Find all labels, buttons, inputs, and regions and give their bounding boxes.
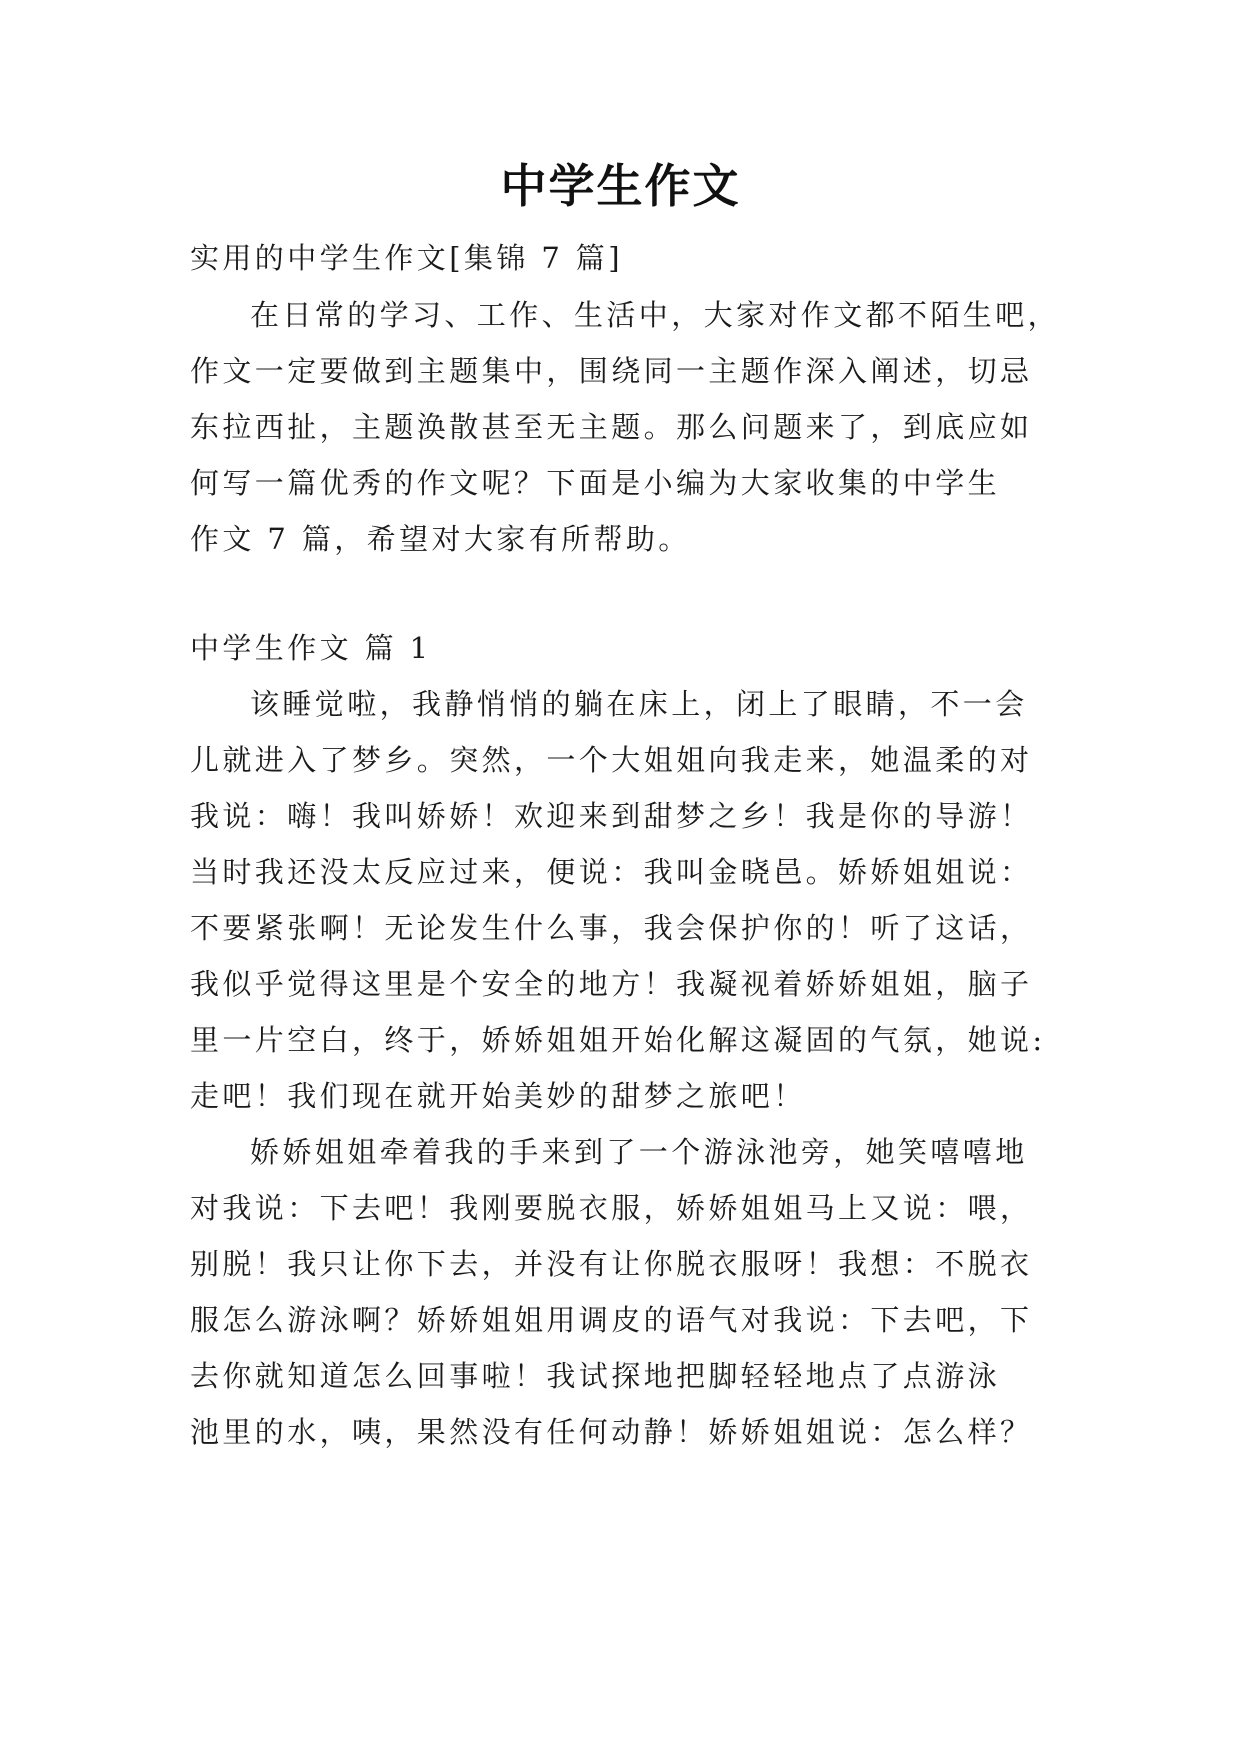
paragraph-line: 该睡觉啦，我静悄悄的躺在床上，闭上了眼睛，不一会 — [250, 687, 1028, 721]
paragraph-line: 当时我还没太反应过来，便说：我叫金晓邑。娇娇姐姐说： — [190, 855, 1033, 889]
page-title: 中学生作文 — [500, 159, 741, 213]
paragraph-line: 服怎么游泳啊？娇娇姐姐用调皮的语气对我说：下去吧，下 — [190, 1303, 1033, 1337]
intro-line: 何写一篇优秀的作文呢？下面是小编为大家收集的中学生 — [190, 466, 1001, 500]
paragraph-line: 我说：嗨！我叫娇娇！欢迎来到甜梦之乡！我是你的导游！ — [190, 799, 1033, 833]
paragraph-line: 走吧！我们现在就开始美妙的甜梦之旅吧！ — [190, 1079, 806, 1113]
paragraph-line: 对我说：下去吧！我刚要脱衣服，娇娇姐姐马上又说：喂， — [190, 1191, 1033, 1225]
intro-line: 在日常的学习、工作、生活中，大家对作文都不陌生吧， — [250, 298, 1061, 332]
intro-line: 作文一定要做到主题集中，围绕同一主题作深入阐述，切忌 — [190, 354, 1033, 388]
paragraph-line: 儿就进入了梦乡。突然，一个大姐姐向我走来，她温柔的对 — [190, 743, 1033, 777]
paragraph-line: 娇娇姐姐牵着我的手来到了一个游泳池旁，她笑嘻嘻地 — [250, 1135, 1028, 1169]
paragraph-line: 去你就知道怎么回事啦！我试探地把脚轻轻地点了点游泳 — [190, 1359, 1001, 1393]
paragraph-line: 池里的水，咦，果然没有任何动静！娇娇姐姐说：怎么样？ — [190, 1415, 1033, 1449]
document-heading: 实用的中学生作文[集锦 7 篇] — [190, 241, 623, 275]
section-title: 中学生作文 篇 1 — [190, 631, 432, 665]
paragraph-line: 里一片空白，终于，娇娇姐姐开始化解这凝固的气氛，她说: — [190, 1023, 1046, 1057]
intro-line: 作文 7 篇，希望对大家有所帮助。 — [190, 522, 691, 556]
paragraph-line: 我似乎觉得这里是个安全的地方！我凝视着娇娇姐姐，脑子 — [190, 967, 1033, 1001]
intro-line: 东拉西扯，主题涣散甚至无主题。那么问题来了，到底应如 — [190, 410, 1033, 444]
paragraph-line: 别脱！我只让你下去，并没有让你脱衣服呀！我想：不脱衣 — [190, 1247, 1033, 1281]
paragraph-line: 不要紧张啊！无论发生什么事，我会保护你的！听了这话， — [190, 911, 1033, 945]
